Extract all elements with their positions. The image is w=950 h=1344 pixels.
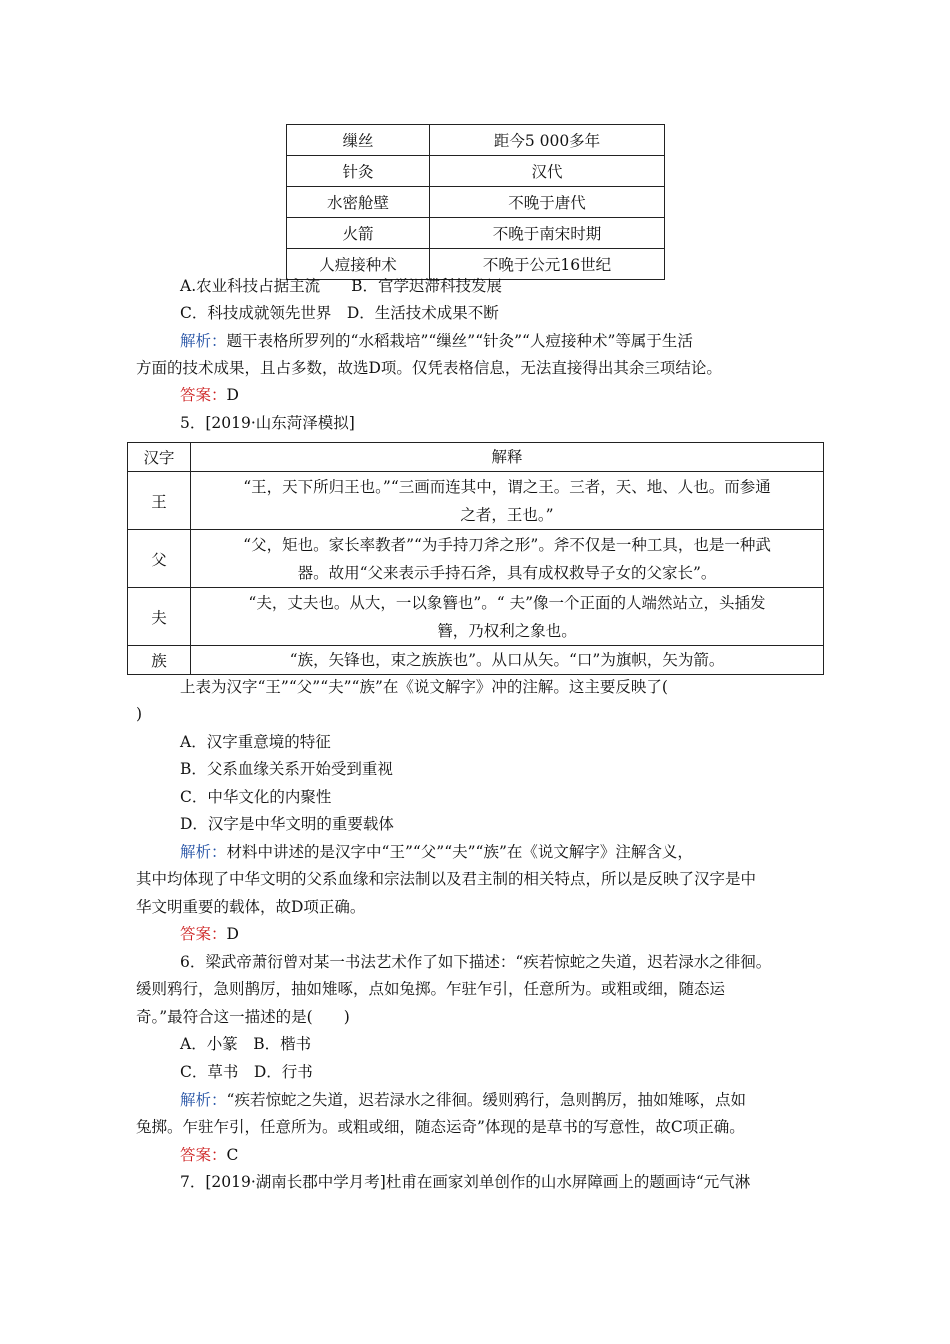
table-cell: 缫丝	[287, 125, 430, 156]
character-table	[127, 442, 824, 675]
q5-option-d: D．汉字是中华文明的重要载体	[180, 815, 394, 833]
explanation-cell: “父，矩也。家长率教者”“为手持刀斧之形”。斧不仅是一种工具，也是一种武 器。故用“父来表示手持石斧，具有成权救导子女的父家长”。	[191, 530, 824, 588]
q6-options-line-2: C．草书 D．行书	[180, 1063, 313, 1081]
table-cell: 不晚于公元16世纪	[430, 249, 665, 280]
q5-header: 5．[2019·山东菏泽模拟]	[180, 414, 355, 432]
table-cell: 针灸	[287, 156, 430, 187]
q5-analysis-line-3: 华文明重要的载体，故D项正确。	[136, 898, 366, 916]
header-cell: 解释	[191, 443, 824, 472]
table-row	[287, 249, 665, 280]
q5-stem-line-2: )	[136, 705, 143, 723]
char-cell: 父	[128, 530, 191, 588]
table-row	[287, 125, 665, 156]
analysis-label: 解析：	[180, 1091, 227, 1109]
table-header-row	[128, 443, 824, 472]
q5-analysis-line-1: 解析：材料中讲述的是汉字中“王”“父”“夫”“族”在《说文解字》注解含义，	[180, 843, 693, 861]
q4-options-line-2: C．科技成就领先世界 D．生活技术成果不断	[180, 304, 499, 322]
table-cell: 火箭	[287, 218, 430, 249]
char-cell: 王	[128, 472, 191, 530]
q6-options-line-1: A．小篆 B．楷书	[180, 1035, 312, 1053]
q5-answer: 答案：D	[180, 925, 239, 943]
table-row	[128, 472, 824, 530]
char-cell: 族	[128, 646, 191, 675]
q6-analysis-line-2: 兔掷。乍驻乍引，任意所为。或粗或细，随态运奇”体现的是草书的写意性，故C项正确。	[136, 1118, 745, 1136]
header-cell: 汉字	[128, 443, 191, 472]
table-row	[128, 530, 824, 588]
analysis-label: 解析：	[180, 843, 227, 861]
q4-answer: 答案：D	[180, 386, 239, 404]
q5-option-a: A．汉字重意境的特征	[180, 733, 331, 751]
explanation-cell: “夫，丈夫也。从大，一以象簪也”。“ 夫”像一个正面的人端然站立，头插发 簪，乃权利之象也。	[191, 588, 824, 646]
q6-answer: 答案：C	[180, 1146, 239, 1164]
table-cell: 人痘接种术	[287, 249, 430, 280]
table-cell: 水密舱壁	[287, 187, 430, 218]
table-row	[287, 187, 665, 218]
table-row	[128, 588, 824, 646]
q6-stem-line-3: 奇。”最符合这一描述的是( )	[136, 1008, 350, 1026]
table-cell: 距今5 000多年	[430, 125, 665, 156]
analysis-label: 解析：	[180, 332, 227, 350]
explanation-cell: “王，天下所归王也。”“三画而连其中，谓之王。三者，天、地、人也。而参通 之者，王也。”	[191, 472, 824, 530]
q5-option-c: C．中华文化的内聚性	[180, 788, 332, 806]
q4-analysis-line-1: 解析：题干表格所罗列的“水稻栽培”“缫丝”“针灸”“人痘接种术”等属于生活	[180, 332, 693, 350]
tech-table	[286, 124, 665, 280]
table-cell: 汉代	[430, 156, 665, 187]
table-row	[287, 156, 665, 187]
q6-analysis-line-1: 解析：“疾若惊蛇之失道，迟若渌水之徘徊。缓则鸦行，急则鹊厉，抽如雉啄，点如	[180, 1091, 746, 1109]
q4-analysis-line-2: 方面的技术成果，且占多数，故选D项。仅凭表格信息，无法直接得出其余三项结论。	[136, 359, 722, 377]
table-cell: 不晚于南宋时期	[430, 218, 665, 249]
answer-label: 答案：	[180, 925, 227, 943]
char-cell: 夫	[128, 588, 191, 646]
explanation-cell: “族，矢锋也，束之族族也”。从口从矢。“口”为旗帜，矢为箭。	[191, 646, 824, 675]
q4-options-line-1: A.农业科技占据主流 B．官学迟滞科技发展	[180, 277, 503, 295]
q5-analysis-line-2: 其中均体现了中华文明的父系血缘和宗法制以及君主制的相关特点，所以是反映了汉字是中	[136, 870, 757, 888]
q7-stem-line-1: 7．[2019·湖南长郡中学月考]杜甫在画家刘单创作的山水屏障画上的题画诗“元气淋	[180, 1173, 751, 1191]
table-row	[128, 646, 824, 675]
table-cell: 不晚于唐代	[430, 187, 665, 218]
q6-stem-line-2: 缓则鸦行，急则鹊厉，抽如雉啄，点如兔掷。乍驻乍引，任意所为。或粗或细，随态运	[136, 980, 726, 998]
table-row	[287, 218, 665, 249]
q5-stem-line-1: 上表为汉字“王”“父”“夫”“族”在《说文解字》冲的注解。这主要反映了(	[180, 678, 668, 696]
answer-label: 答案：	[180, 386, 227, 404]
answer-label: 答案：	[180, 1146, 227, 1164]
q5-option-b: B．父系血缘关系开始受到重视	[180, 760, 393, 778]
q6-stem-line-1: 6．梁武帝萧衍曾对某一书法艺术作了如下描述：“疾若惊蛇之失道，迟若渌水之徘徊。	[180, 953, 772, 971]
